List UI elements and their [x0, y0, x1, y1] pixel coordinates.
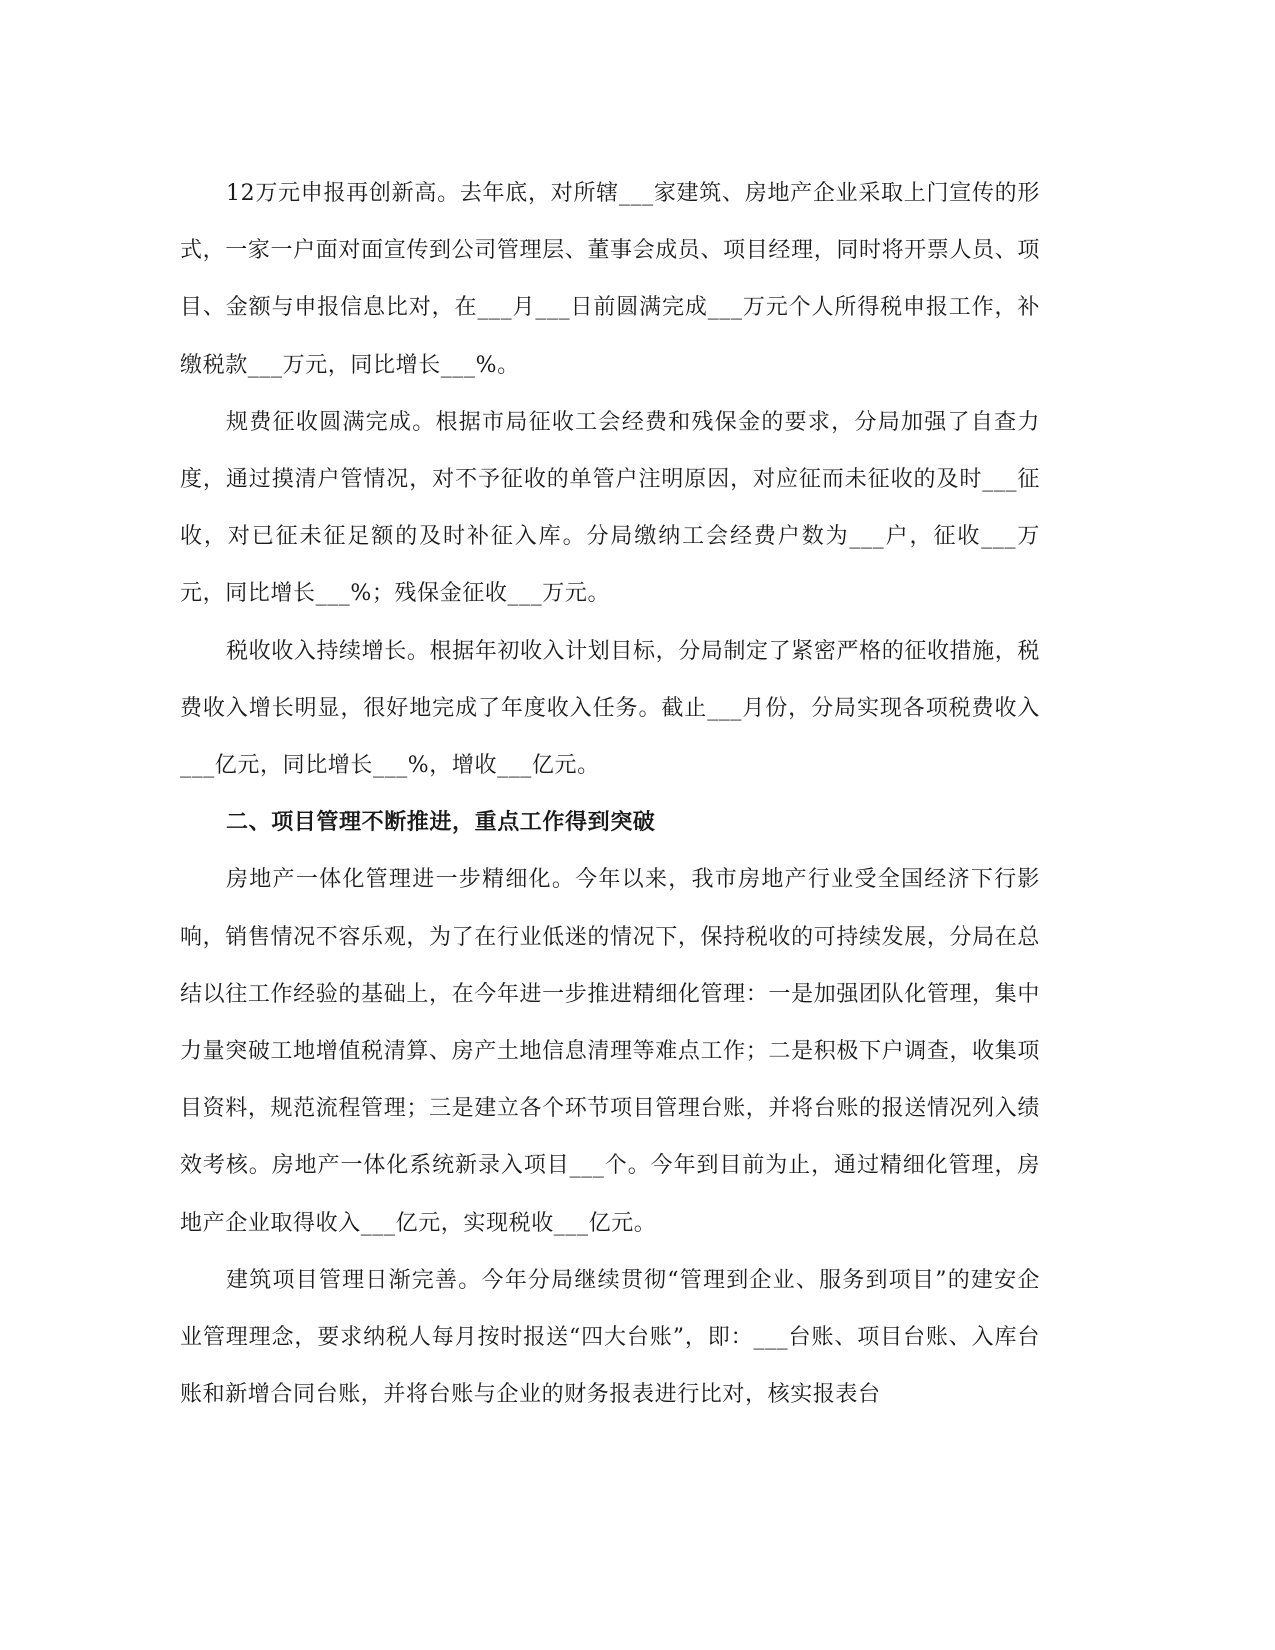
paragraph-personal-income-tax: 12万元申报再创新高。去年底，对所辖___家建筑、房地产企业采取上门宣传的形式，一家一户面对面宣传到公司管理层、董事会成员、项目经理，同时将开票人员、项目、金额与申报信息比对，在___月___日前圆满完成___万元个人所得税申报工作，补缴税款___万元，同比增长___%。	[180, 181, 1040, 378]
paragraph-tax-revenue: 税收收入持续增长。根据年初收入计划目标，分局制定了紧密严格的征收措施，税费收入增长明显，很好地完成了年度收入任务。截止___月份，分局实现各项税费收入___亿元，同比增长___%，增收___亿元。	[180, 638, 1040, 779]
paragraph-real-estate-management: 房地产一体化管理进一步精细化。今年以来，我市房地产行业受全国经济下行影响，销售情况不容乐观，为了在行业低迷的情况下，保持税收的可持续发展，分局在总结以往工作经验的基础上，在今年进一步推进精细化管理：一是加强团队化管理，集中力量突破工地增值税清算、房产土地信息清理等难点工作；二是积极下户调查，收集项目资料，规范流程管理；三是建立各个环节项目管理台账，并将台账的报送情况列入绩效考核。房地产一体化系统新录入项目___个。今年到目前为止，通过精细化管理，房地产企业取得收入___亿元，实现税收___亿元。	[180, 867, 1040, 1236]
section-heading-project-management: 二、项目管理不断推进，重点工作得到突破	[226, 810, 656, 836]
paragraph-construction-project-management: 建筑项目管理日渐完善。今年分局继续贯彻“管理到企业、服务到项目”的建安企业管理理念，要求纳税人每月按时报送“四大台账”，即：___台账、项目台账、入库台账和新增合同台账，并将台账与企业的财务报表进行比对，核实报表台	[180, 1267, 1040, 1408]
paragraph-fee-collection: 规费征收圆满完成。根据市局征收工会经费和残保金的要求，分局加强了自查力度，通过摸清户管情况，对不予征收的单管户注明原因，对应征而未征收的及时___征收，对已征未征足额的及时补征入库。分局缴纳工会经费户数为___户，征收___万元，同比增长___%；残保金征收___万元。	[180, 409, 1040, 607]
document-body	[180, 165, 1040, 1423]
